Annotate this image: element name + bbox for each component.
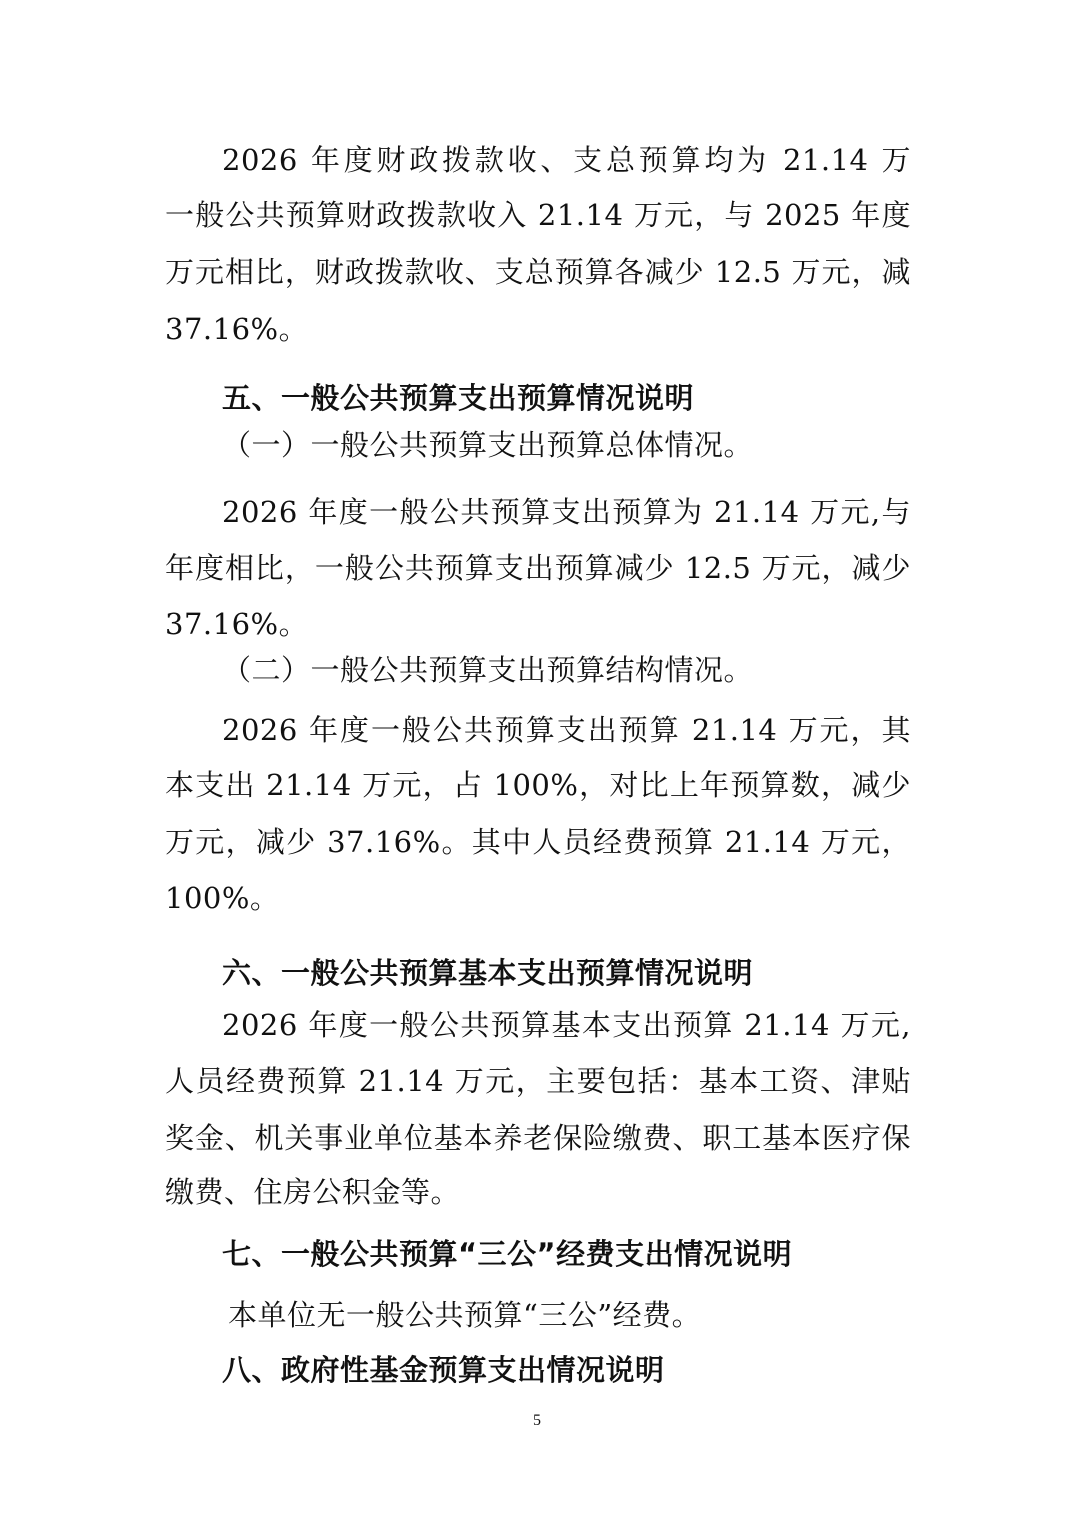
section-5-sub-2-line-1: 2026 年度一般公共预算支出预算 21.14 万元，其 xyxy=(222,713,911,747)
section-5-sub-1-heading: （一）一般公共预算支出预算总体情况。 xyxy=(222,428,754,462)
page-number: 5 xyxy=(533,1412,541,1429)
section-5-sub-2-heading: （二）一般公共预算支出预算结构情况。 xyxy=(222,653,754,687)
section-5-sub-2-line-4: 100%。 xyxy=(165,881,280,915)
section-6-line-2: 人员经费预算 21.14 万元，主要包括：基本工资、津贴 xyxy=(165,1064,911,1098)
section-6-line-1: 2026 年度一般公共预算基本支出预算 21.14 万元, xyxy=(222,1008,911,1042)
section-7-text: 本单位无一般公共预算“三公”经费。 xyxy=(228,1298,702,1332)
section-6-heading: 六、一般公共预算基本支出预算情况说明 xyxy=(222,956,754,990)
paragraph-1-line-3: 万元相比，财政拨款收、支总预算各减少 12.5 万元，减 xyxy=(165,255,911,289)
paragraph-1-line-1: 2026 年度财政拨款收、支总预算均为 21.14 万 xyxy=(222,143,911,177)
section-5-sub-1-line-3: 37.16%。 xyxy=(165,607,309,641)
section-8-heading: 八、政府性基金预算支出情况说明 xyxy=(222,1353,665,1387)
section-5-sub-1-line-2: 年度相比，一般公共预算支出预算减少 12.5 万元，减少 xyxy=(165,551,911,585)
section-5-sub-1-line-1: 2026 年度一般公共预算支出预算为 21.14 万元,与 xyxy=(222,495,911,529)
paragraph-1-line-4: 37.16%。 xyxy=(165,312,309,346)
paragraph-1-line-2: 一般公共预算财政拨款收入 21.14 万元，与 2025 年度 xyxy=(165,198,911,232)
section-6-line-4: 缴费、住房公积金等。 xyxy=(165,1175,461,1209)
section-5-heading: 五、一般公共预算支出预算情况说明 xyxy=(222,381,695,415)
section-5-sub-2-line-2: 本支出 21.14 万元，占 100%，对比上年预算数，减少 xyxy=(165,768,911,802)
section-5-sub-2-line-3: 万元，减少 37.16%。其中人员经费预算 21.14 万元， xyxy=(165,825,911,859)
section-6-line-3: 奖金、机关事业单位基本养老保险缴费、职工基本医疗保 xyxy=(165,1121,911,1155)
section-7-heading: 七、一般公共预算“三公”经费支出情况说明 xyxy=(222,1237,793,1271)
